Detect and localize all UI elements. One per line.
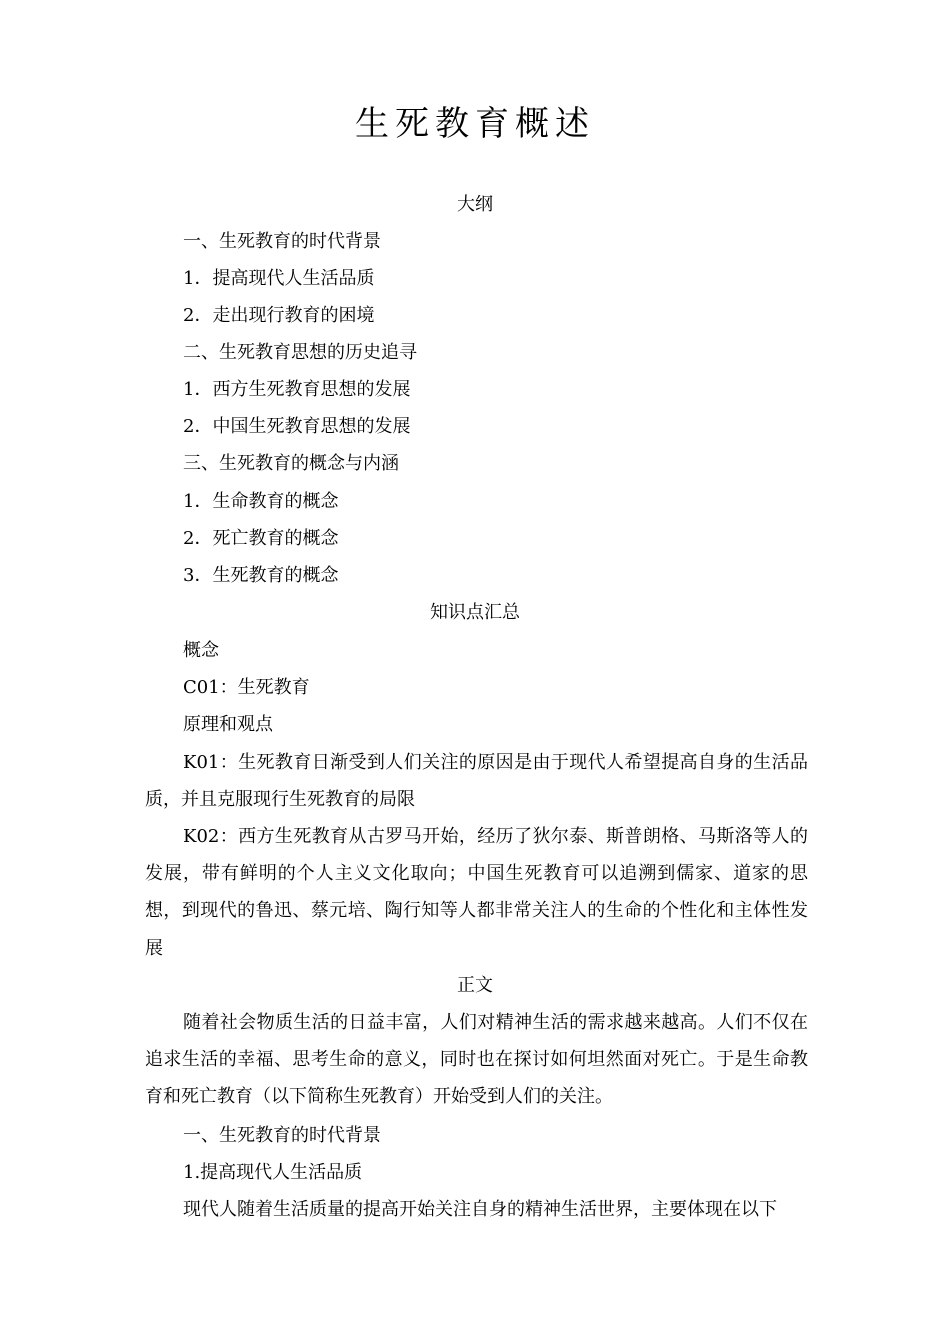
summary-heading: 知识点汇总	[430, 602, 520, 623]
outline-item: 2．中国生死教育思想的发展	[183, 416, 411, 437]
section-heading: 一、生死教育的时代背景	[183, 1125, 381, 1146]
concept-item: C01：生死教育	[183, 677, 310, 698]
outline-item: 三、生死教育的概念与内涵	[183, 453, 399, 474]
body-heading: 正文	[457, 975, 493, 996]
body-paragraph: 现代人随着生活质量的提高开始关注自身的精神生活世界，主要体现在以下	[183, 1199, 777, 1220]
principle-k02: K02：西方生死教育从古罗马开始，经历了狄尔泰、斯普朗格、马斯洛等人的发展，带有鲜明的个人主义文化取向；中国生死教育可以追溯到儒家、道家的思想，到现代的鲁迅、蔡元培、陶行知等人都非常关注人的生命的个性化和主体性发展	[145, 826, 808, 959]
outline-item: 一、生死教育的时代背景	[183, 231, 381, 252]
concept-label: 概念	[183, 640, 219, 661]
outline-heading: 大纲	[457, 194, 493, 215]
subsection-heading: 1.提高现代人生活品质	[183, 1162, 363, 1183]
outline-item: 3．生死教育的概念	[183, 565, 339, 586]
intro-paragraph: 随着社会物质生活的日益丰富，人们对精神生活的需求越来越高。人们不仅在追求生活的幸福、思考生命的意义，同时也在探讨如何坦然面对死亡。于是生命教育和死亡教育（以下简称生死教育）开始受到人们的关注。	[145, 1012, 808, 1108]
principles-label: 原理和观点	[183, 714, 273, 735]
outline-item: 1．生命教育的概念	[183, 491, 339, 512]
outline-item: 1．西方生死教育思想的发展	[183, 379, 411, 400]
outline-item: 二、生死教育思想的历史追寻	[183, 342, 417, 363]
outline-item: 1．提高现代人生活品质	[183, 268, 375, 289]
principle-k01: K01：生死教育日渐受到人们关注的原因是由于现代人希望提高自身的生活品质，并且克服现行生死教育的局限	[145, 752, 808, 811]
outline-item: 2．走出现行教育的困境	[183, 305, 375, 326]
outline-item: 2．死亡教育的概念	[183, 528, 339, 549]
document-title: 生死教育概述	[355, 104, 595, 144]
